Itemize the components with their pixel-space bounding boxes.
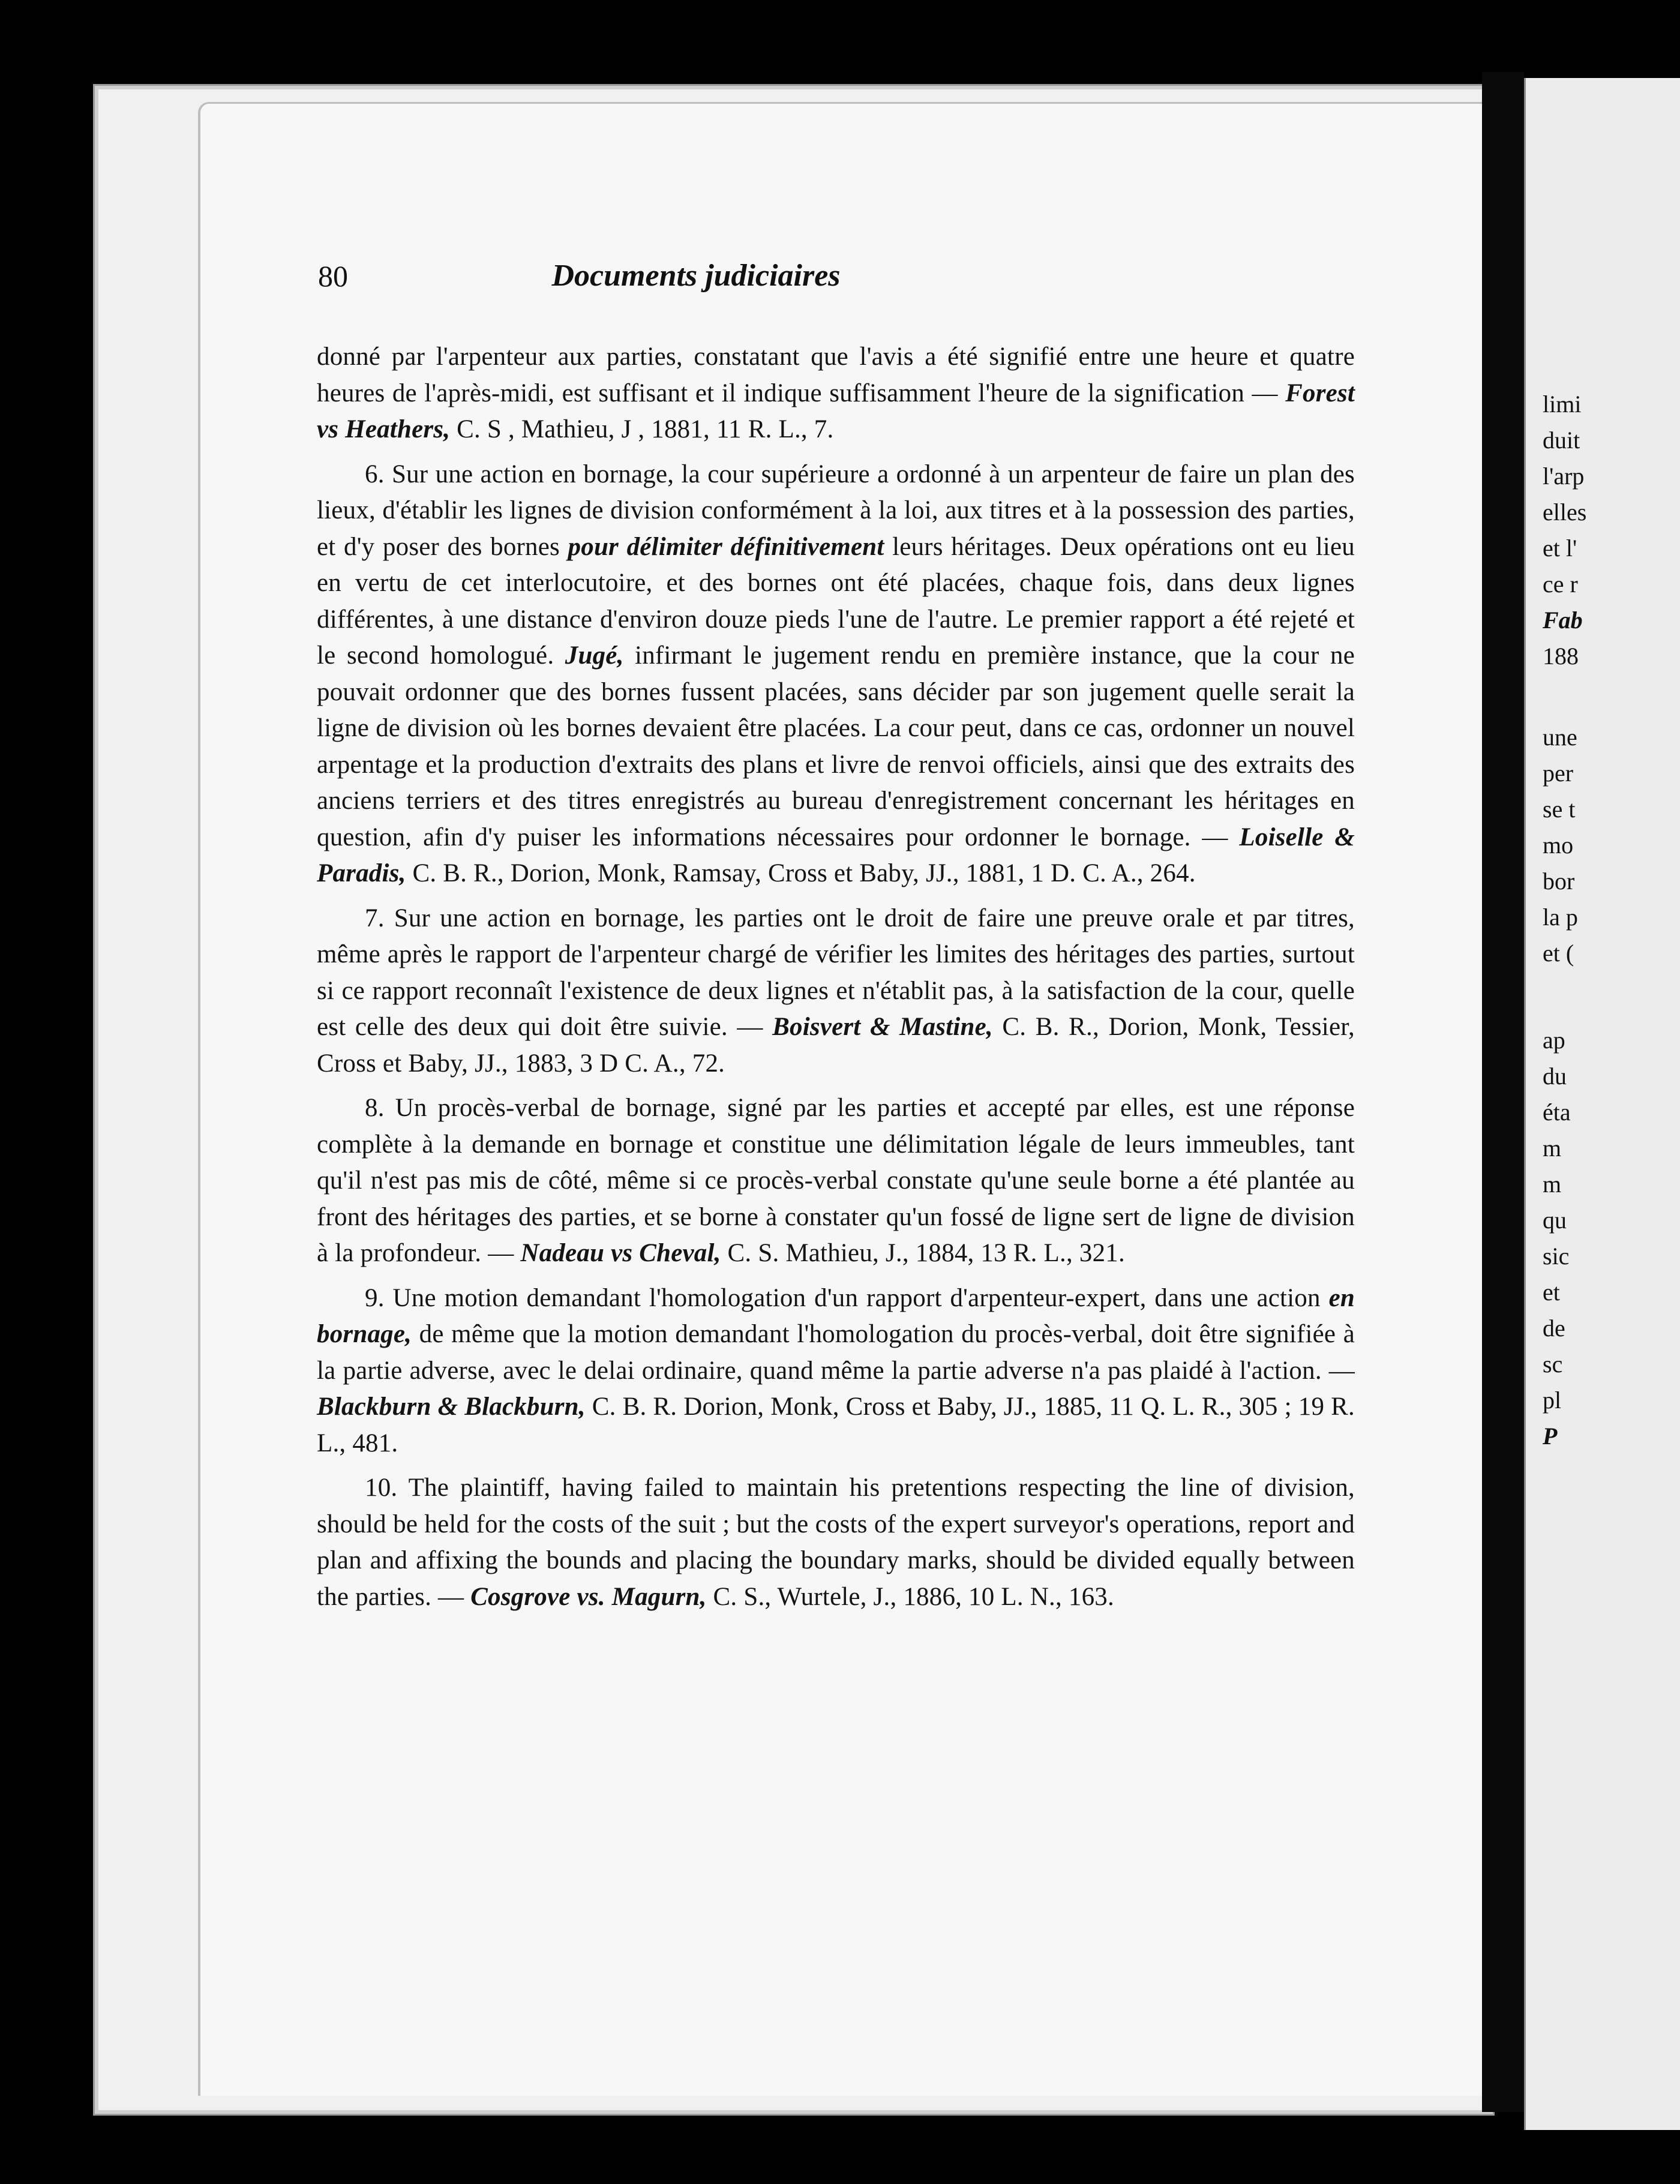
book-spine xyxy=(1482,72,1524,2112)
facing-page-line: m xyxy=(1543,1171,1562,1198)
paragraph-continued xyxy=(317,339,1355,448)
facing-page-line: limi xyxy=(1543,391,1582,418)
paragraph-text: Une motion demandant l'homologation d'un rapport d'arpenteur-expert, dans une action xyxy=(392,1283,1329,1312)
facing-page-line: pl xyxy=(1543,1387,1562,1414)
facing-page-line: éta xyxy=(1543,1099,1571,1126)
paragraph-text: infirmant le jugement rendu en première instance, que la cour ne pouvait ordonner que des bornes fussent placées, sans décider par son jugement quelle serait la ligne de division où les bornes devaient être placées. La cour peut, dans ce cas, ordonner un nouvel arpentage et la production d'extraits des plans et livre de renvoi officiels, ainsi que des extraits des anciens terriers et des titres enregistrés au bureau d'enregistrement concernant les héritages en question, afin d'y puiser les informations nécessaires pour ordonner le bornage. — xyxy=(317,641,1355,851)
paragraph-6 xyxy=(317,457,1355,892)
citation-details: C. B. R., Dorion, Monk, Ramsay, Cross et Baby, JJ., 1881, 1 D. C. A., 264. xyxy=(406,859,1196,887)
case-citation: Blackburn & Blackburn, xyxy=(317,1393,586,1421)
case-citation: Cosgrove vs. Magurn, xyxy=(470,1582,707,1611)
paragraph-text: Un procès-verbal de bornage, signé par les parties et accepté par elles, est une réponse complète à la demande en bornage et constitue une délimitation légale de leurs immeubles, tant qu'il n'est pas mis de côté, même si ce procès-verbal constate qu'une seule borne a été plantée au front des héritages des parties, et se borne à constater qu'un fossé de ligne sert de ligne de division à la profondeur. — xyxy=(317,1094,1355,1267)
facing-page-line: et xyxy=(1543,1279,1560,1306)
facing-page-line: de xyxy=(1543,1315,1565,1342)
facing-page-line: sc xyxy=(1543,1351,1563,1378)
paragraph-text: leurs héritages. Deux opérations ont eu lieu en vertu de cet interlocutoire, et des bornes ont été placées, chaque fois, dans deux lignes différentes, à une distance d'environ douze pieds l'une de l'autre. Le premier rapport a été rejeté et le second homologué. xyxy=(317,532,1355,670)
facing-page-line: elles xyxy=(1543,499,1587,526)
paragraph-number: 7. xyxy=(365,904,385,932)
facing-page-line: l'arp xyxy=(1543,463,1585,490)
emphasis-text: en bornage, xyxy=(317,1283,1355,1348)
facing-page-edge xyxy=(1524,78,1680,2130)
facing-page-line: 188 xyxy=(1543,643,1579,670)
paragraph-number: 6. xyxy=(365,460,385,488)
paragraph-text: de même que la motion demandant l'homologation du procès-verbal, doit être signifiée à la partie adverse, avec le delai ordinaire, quand même la partie adverse n'a pas plaidé à l'action. — xyxy=(317,1320,1355,1385)
facing-page-line: qu xyxy=(1543,1207,1567,1234)
facing-page-line: la p xyxy=(1543,904,1578,931)
page-header xyxy=(318,258,1026,300)
citation-details: C. S , Mathieu, J , 1881, 11 R. L., 7. xyxy=(450,415,834,443)
paragraph-text: Sur une action en bornage, la cour supérieure a ordonné à un arpenteur de faire un plan des lieux, d'établir les lignes de division conformément à la loi, aux titres et à la possession des parties, et d'y poser des bornes xyxy=(317,460,1355,561)
facing-page-line: per xyxy=(1543,760,1574,787)
facing-page-line: du xyxy=(1543,1063,1567,1090)
paragraph-10 xyxy=(317,1470,1355,1615)
citation-details: C. B. R. Dorion, Monk, Cross et Baby, JJ., 1885, 11 Q. L. R., 305 ; 19 R. L., 481. xyxy=(317,1393,1355,1457)
paragraph-number: 8. xyxy=(365,1094,385,1122)
facing-page-line: se t xyxy=(1543,796,1576,823)
page-number: 80 xyxy=(318,259,348,293)
running-title: Documents judiciaires xyxy=(551,259,841,293)
paragraph-number: 10. xyxy=(365,1474,398,1502)
case-citation: Nadeau vs Cheval, xyxy=(520,1239,721,1267)
paragraph-text: Sur une action en bornage, les parties ont le droit de faire une preuve orale et par titres, même après le rapport de l'arpenteur chargé de vérifier les limites des héritages des parties, surtout si ce rapport reconnaît l'existence de deux lignes et n'établit pas, à la satisfaction de la cour, quelle est celle des deux qui doit être suivie. — xyxy=(317,904,1355,1041)
paragraph-text: donné par l'arpenteur aux parties, constatant que l'avis a été signifié entre une heure et quatre heures de l'après-midi, est suffisant et il indique suffisamment l'heure de la signification — xyxy=(317,343,1355,407)
paragraph-7 xyxy=(317,901,1355,1082)
body-text xyxy=(317,339,1355,1615)
paragraph-text: The plaintiff, having failed to maintain his pretentions respecting the line of division, should be held for the costs of the suit ; but the costs of the expert surveyor's operations, report and plan and affixing the bounds and placing the boundary marks, should be divided equally between the parties. — xyxy=(317,1474,1355,1611)
emphasis-text: pour délimiter définitivement xyxy=(568,532,884,561)
facing-page-line: et ( xyxy=(1543,940,1574,967)
juge-label: Jugé, xyxy=(565,641,624,670)
citation-details: C. S. Mathieu, J., 1884, 13 R. L., 321. xyxy=(721,1239,1125,1267)
facing-page-line: sic xyxy=(1543,1243,1570,1270)
facing-page-line: et l' xyxy=(1543,535,1577,562)
facing-page-line: mo xyxy=(1543,832,1574,859)
case-citation: Loiselle & Paradis, xyxy=(317,823,1355,887)
facing-page-line: ce r xyxy=(1543,571,1578,598)
citation-details: C. S., Wurtele, J., 1886, 10 L. N., 163. xyxy=(706,1582,1114,1611)
citation-details: C. B. R., Dorion, Monk, Tessier, Cross et Baby, JJ., 1883, 3 D C. A., 72. xyxy=(317,1013,1355,1078)
facing-page-line: ap xyxy=(1543,1027,1565,1054)
paragraph-8 xyxy=(317,1090,1355,1272)
paragraph-number: 9. xyxy=(365,1283,385,1312)
paragraph-9 xyxy=(317,1280,1355,1462)
facing-page-line: m xyxy=(1543,1135,1562,1162)
facing-page-line: P xyxy=(1543,1423,1558,1450)
case-citation: Forest vs Heathers, xyxy=(317,379,1355,443)
facing-page-line: bor xyxy=(1543,868,1575,895)
facing-page-line: Fab xyxy=(1543,607,1583,634)
facing-page-line: une xyxy=(1543,724,1577,751)
facing-page-line: duit xyxy=(1543,427,1580,454)
case-citation: Boisvert & Mastine, xyxy=(772,1013,993,1041)
